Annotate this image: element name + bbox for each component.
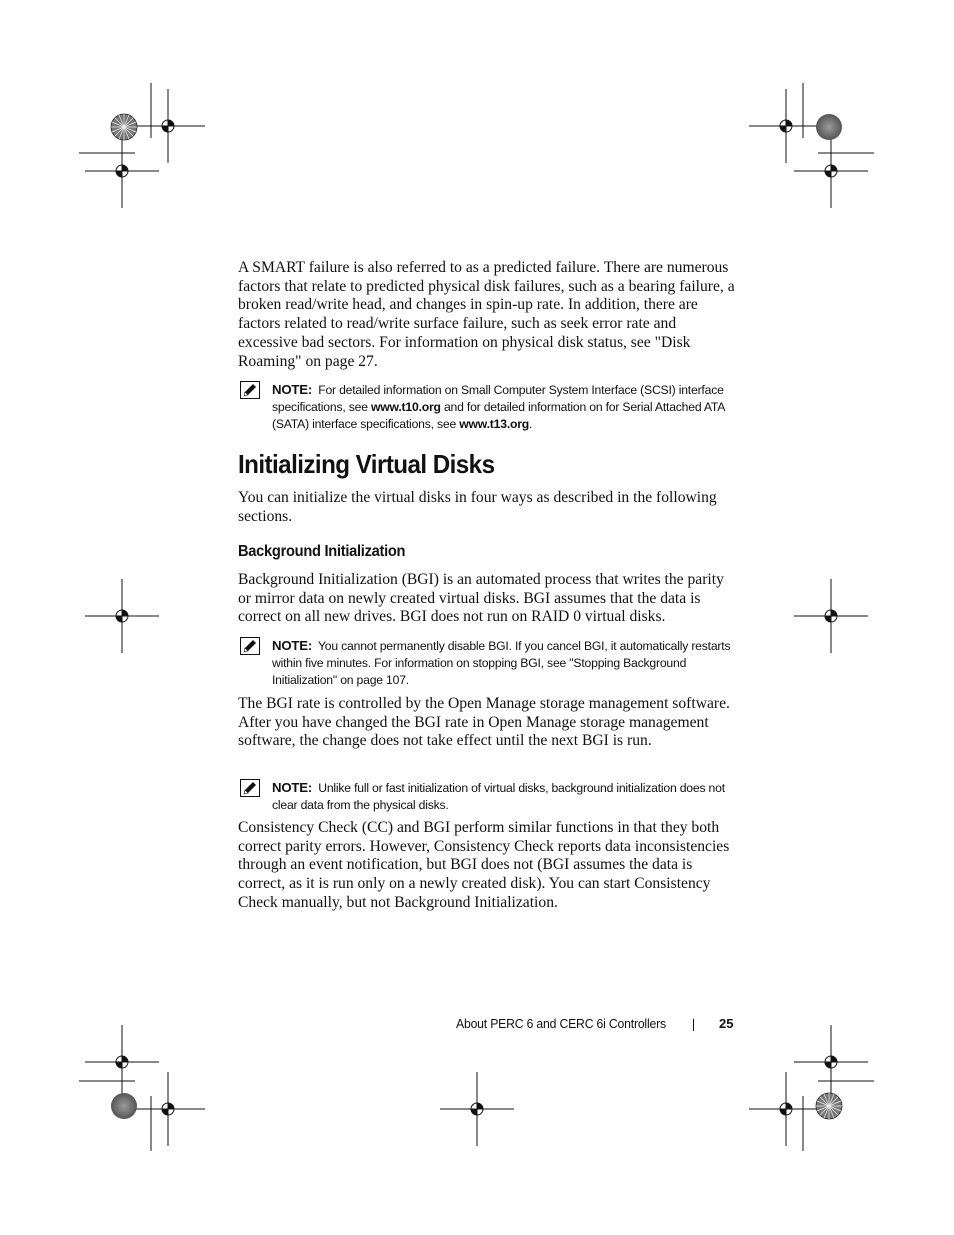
note-text-part: Unlike full or fast initialization of virtual disks, background initialization does not clear data from the physical disks.	[272, 781, 725, 812]
note-label: NOTE:	[272, 780, 313, 795]
registration-mark-icon	[749, 1072, 823, 1146]
note-text-part: For detailed information on Small Computer System Interface (SCSI) interface specifications, see	[272, 383, 724, 414]
color-calibration-dot-icon	[816, 1093, 842, 1119]
pencil-note-icon	[240, 779, 260, 797]
note-text-part: You cannot permanently disable BGI. If you cancel BGI, it automatically restarts within five minutes. For information on stopping BGI, see "Stopping Background Initialization" on page 107.	[272, 639, 731, 687]
section-heading: Initializing Virtual Disks	[238, 449, 495, 479]
registration-mark-icon	[440, 1072, 514, 1146]
color-calibration-dot-icon	[111, 114, 137, 140]
bgi-description-paragraph: Background Initialization (BGI) is an automated process that writes the parity or mirror data on newly created virtual disks. BGI assumes that the data is correct on all new drives. BGI does not run on RAID 0 virtual disks.	[238, 571, 724, 626]
registration-mark-icon	[794, 579, 868, 653]
t13-link[interactable]: www.t13.org	[459, 417, 530, 431]
note-bgi-disable	[238, 637, 738, 689]
pencil-note-icon	[240, 381, 260, 399]
footer-divider	[693, 1019, 694, 1031]
subsection-heading: Background Initialization	[238, 543, 406, 560]
note-label: NOTE:	[272, 638, 313, 653]
note-bgi-clear-text	[272, 779, 738, 814]
registration-mark-icon	[85, 134, 159, 208]
consistency-check-paragraph: Consistency Check (CC) and BGI perform similar functions in that they both correct parity errors. However, Consistency Check reports data inconsistencies through an event notification, but BGI does not (BGI assumes the data is correct, as it is run only on a newly created disk). You can start Consistency Check manually, but not Background Initialization.	[238, 819, 730, 911]
footer-chapter-title: About PERC 6 and CERC 6i Controllers	[456, 1016, 666, 1031]
note-bgi-clear	[238, 779, 738, 814]
note-label: NOTE:	[272, 382, 313, 397]
note-text-part: .	[529, 417, 533, 431]
registration-mark-icon	[749, 89, 823, 163]
color-calibration-dot-icon	[111, 1093, 137, 1119]
pencil-note-icon	[240, 637, 260, 655]
page-number: 25	[719, 1016, 734, 1031]
note-scsi-text	[272, 381, 738, 433]
registration-mark-icon	[794, 1025, 868, 1099]
bgi-rate-paragraph: The BGI rate is controlled by the Open Manage storage management software. After you have changed the BGI rate in Open Manage storage management software, the change does not take effect until the next BGI is run.	[238, 695, 730, 750]
registration-mark-icon	[131, 1072, 205, 1146]
registration-mark-icon	[794, 134, 868, 208]
smart-paragraph: A SMART failure is also referred to as a predicted failure. There are numerous factors that relate to predicted physical disk failures, such as a bearing failure, a broken read/write head, and changes in spin-up rate. In addition, there are factors related to read/write surface failure, such as seek error rate and excessive bad sectors. For information on physical disk status, see "Disk Roaming" on page 27.	[238, 259, 735, 370]
color-calibration-dot-icon	[816, 114, 842, 140]
note-scsi	[238, 381, 738, 433]
registration-mark-icon	[131, 89, 205, 163]
note-text-part: and for detailed information on for Serial Attached ATA (SATA) interface specifications, see	[272, 400, 725, 431]
registration-mark-icon	[85, 579, 159, 653]
t10-link[interactable]: www.t10.org	[370, 400, 441, 414]
note-bgi-disable-text	[272, 637, 738, 689]
intro-paragraph: You can initialize the virtual disks in four ways as described in the following sections.	[238, 489, 717, 525]
registration-mark-icon	[85, 1025, 159, 1099]
